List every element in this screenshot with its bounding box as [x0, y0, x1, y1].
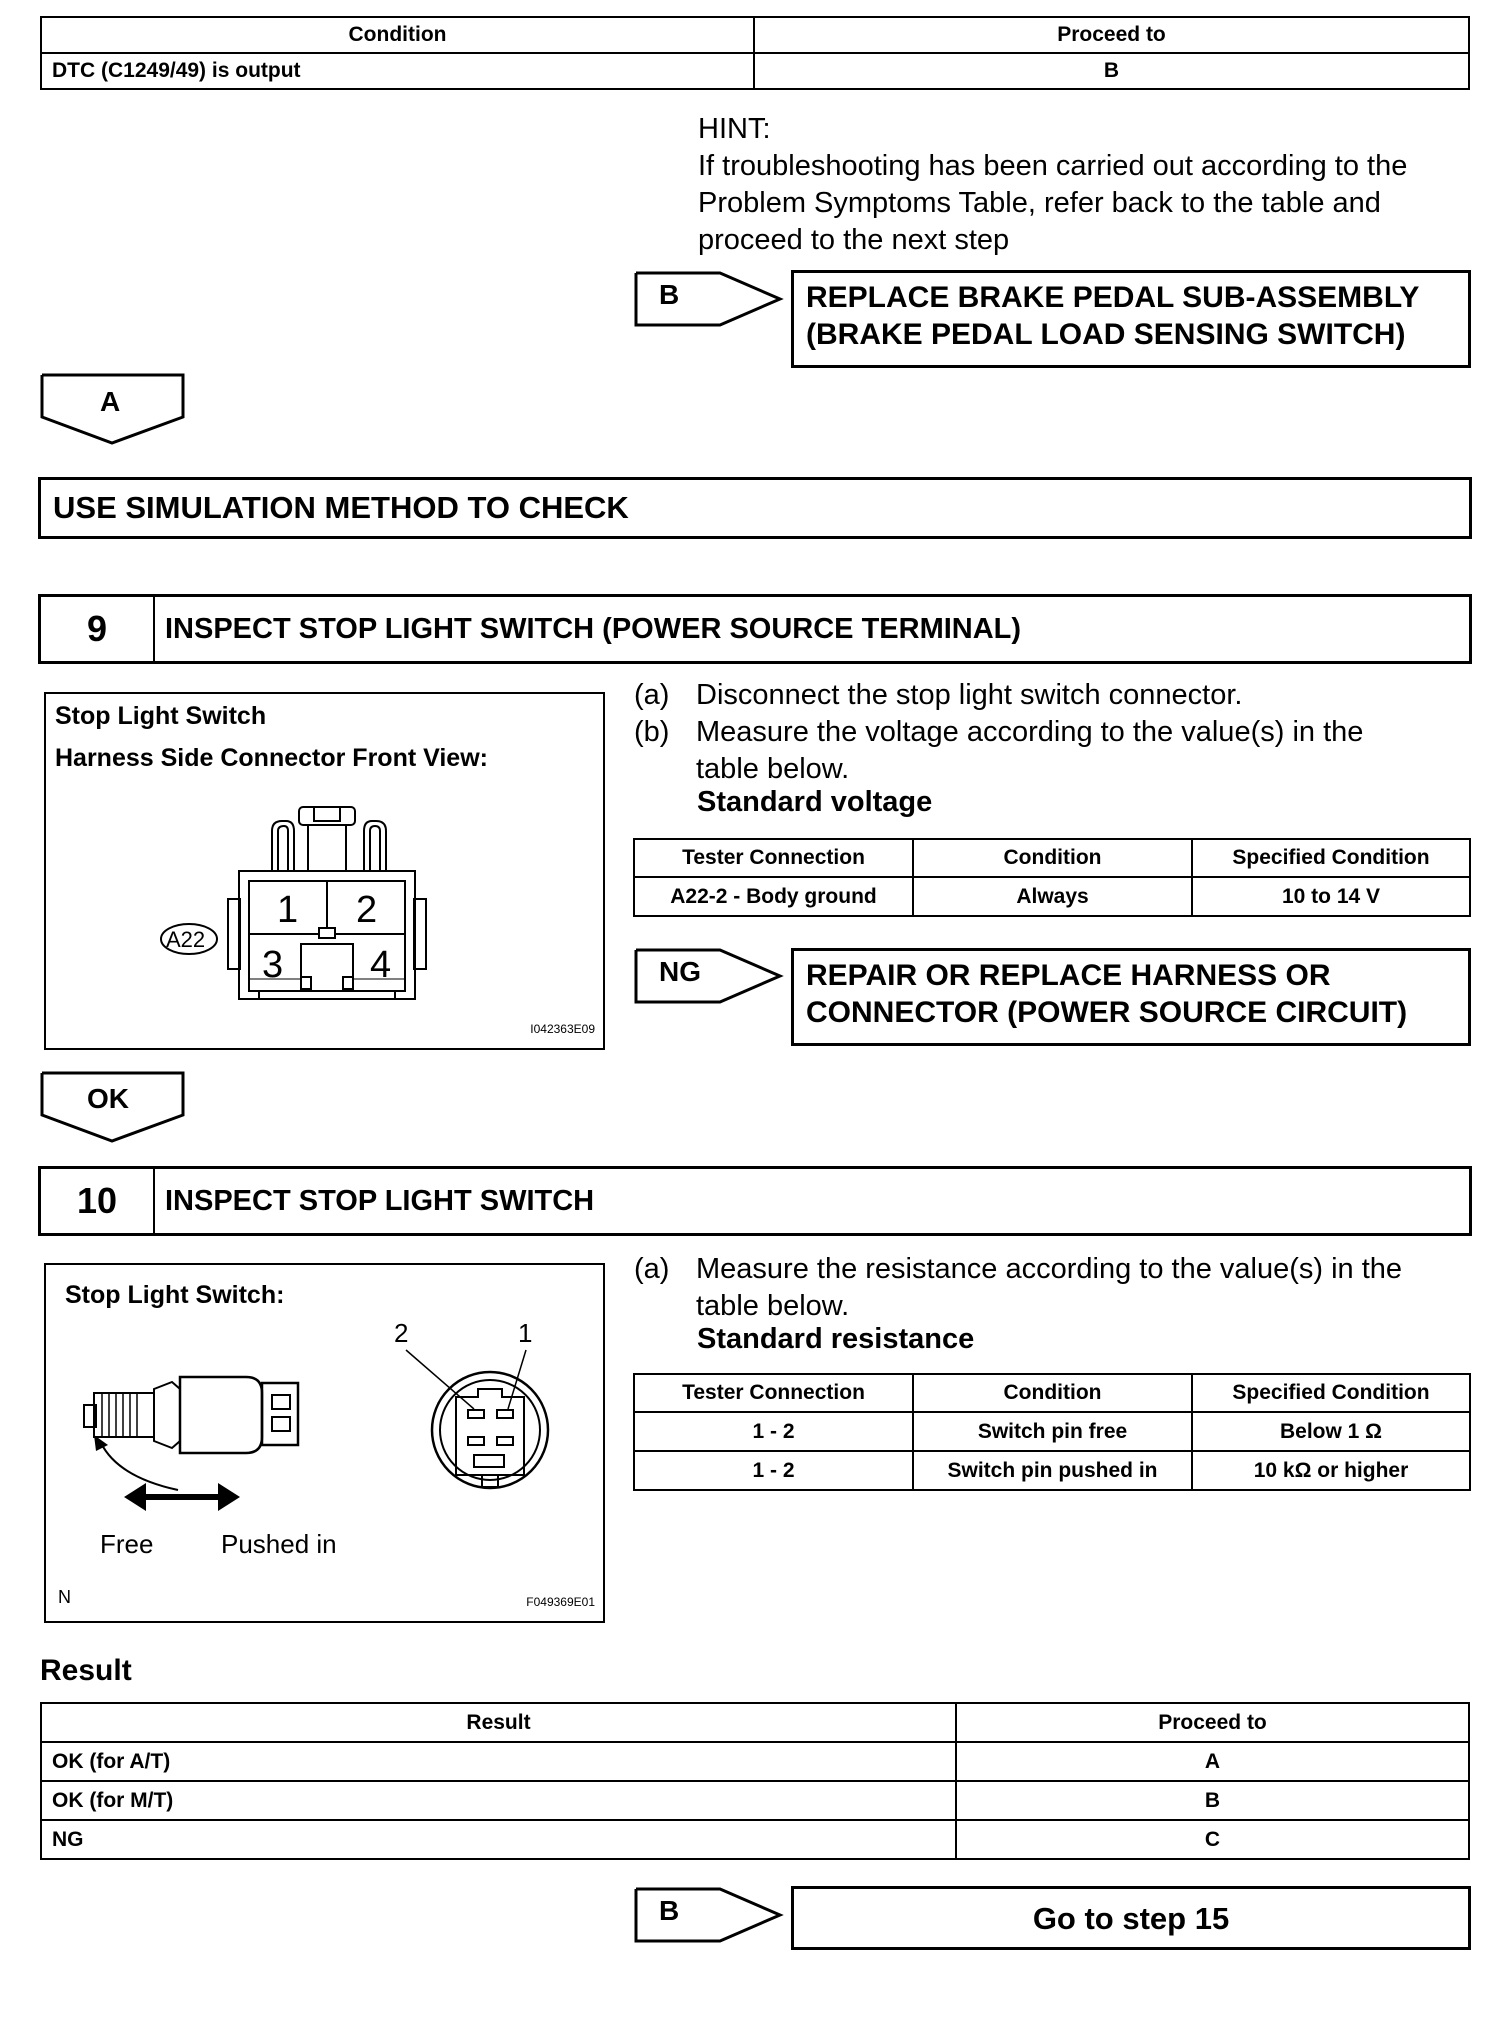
step-title: INSPECT STOP LIGHT SWITCH (POWER SOURCE TERMINAL) [165, 612, 1022, 645]
instruction-text: Measure the resistance according to the value(s) in the table below. [696, 1253, 1403, 1322]
step-number: 9 [41, 597, 155, 661]
table-cell: 10 to 14 V [1192, 877, 1470, 916]
branch-arrow-b2 [634, 1887, 784, 1943]
condition-table [40, 16, 1470, 90]
connector-id: A22 [166, 927, 206, 952]
goto-step-label: Go to step 15 [1032, 1900, 1230, 1936]
goto-step-button[interactable] [791, 1886, 1471, 1950]
action-line: CONNECTOR (POWER SOURCE CIRCUIT) [806, 996, 1408, 1029]
figure-code: I042363E09 [530, 1022, 595, 1036]
instruction-marker: (b) [634, 716, 670, 748]
table-cell: Below 1 Ω [1192, 1412, 1470, 1451]
standard-label: Standard voltage [697, 786, 933, 818]
switch-figure [44, 1263, 605, 1623]
action-line: REPLACE BRAKE PEDAL SUB-ASSEMBLY [806, 281, 1420, 314]
pin-label-3: 3 [262, 944, 284, 986]
table-header: Proceed to [956, 1703, 1469, 1742]
table-header: Condition [913, 839, 1192, 877]
pin-label-1: 1 [518, 1318, 533, 1348]
result-table [40, 1702, 1470, 1860]
figure-title: Stop Light Switch [55, 702, 267, 730]
pin-label-2: 2 [356, 889, 378, 931]
instruction-row [634, 677, 1434, 714]
branch-arrow-ng [634, 948, 784, 1004]
action-line: REPAIR OR REPLACE HARNESS OR [806, 959, 1331, 992]
step9-instructions [634, 677, 1434, 788]
n-label: N [58, 1587, 71, 1607]
pin-label-4: 4 [370, 944, 392, 986]
table-cell: 1 - 2 [634, 1451, 913, 1490]
table-cell: Always [913, 877, 1192, 916]
branch-label-b1: B [659, 279, 680, 310]
instruction-row [634, 714, 1434, 788]
table-header: Result [41, 1703, 956, 1742]
step-title: INSPECT STOP LIGHT SWITCH [165, 1184, 595, 1217]
standard-label: Standard resistance [697, 1323, 975, 1355]
table-cell: Switch pin pushed in [913, 1451, 1192, 1490]
table-cell: DTC (C1249/49) is output [41, 53, 754, 89]
connector-figure [44, 692, 605, 1050]
figure-subtitle: Harness Side Connector Front View: [55, 744, 488, 772]
step9-spec-table [633, 838, 1471, 917]
hint-label: HINT: [698, 113, 771, 145]
table-header: Condition [913, 1374, 1192, 1412]
table-header: Tester Connection [634, 1374, 913, 1412]
simulation-title-box [38, 477, 1472, 539]
step10-instructions [634, 1251, 1454, 1325]
connector-diagram [46, 694, 603, 1048]
hint-text: If troubleshooting has been carried out according to the Problem Symptoms Table, refer back to the table and proceed to the next step [698, 150, 1408, 256]
pushed-label: Pushed in [221, 1529, 337, 1559]
table-header: Specified Condition [1192, 1374, 1470, 1412]
table-header: Specified Condition [1192, 839, 1470, 877]
step9-header [38, 594, 1472, 664]
instruction-text: Disconnect the stop light switch connector. [696, 679, 1243, 711]
table-cell: OK (for M/T) [41, 1781, 956, 1820]
result-heading: Result [40, 1654, 132, 1687]
instruction-marker: (a) [634, 679, 670, 711]
table-header: Tester Connection [634, 839, 913, 877]
instruction-row [634, 1251, 1454, 1325]
table-header: Condition [41, 17, 754, 53]
table-cell: B [754, 53, 1469, 89]
step10-header [38, 1166, 1472, 1236]
table-cell: A22-2 - Body ground [634, 877, 913, 916]
table-cell: A [956, 1742, 1469, 1781]
hint-block [698, 111, 1478, 259]
table-cell: NG [41, 1820, 956, 1859]
table-header: Proceed to [754, 17, 1469, 53]
table-cell: B [956, 1781, 1469, 1820]
step10-spec-table [633, 1373, 1471, 1491]
flow-label-a: A [100, 386, 121, 417]
pin-label-1: 1 [277, 889, 299, 931]
step-number: 10 [41, 1169, 155, 1233]
table-cell: Switch pin free [913, 1412, 1192, 1451]
table-cell: 10 kΩ or higher [1192, 1451, 1470, 1490]
table-cell: C [956, 1820, 1469, 1859]
branch-arrow-b1 [634, 271, 784, 327]
pin-label-2: 2 [394, 1318, 409, 1348]
simulation-title: USE SIMULATION METHOD TO CHECK [53, 490, 629, 525]
figure-code: F049369E01 [526, 1595, 595, 1609]
branch-label-ng: NG [659, 956, 701, 987]
instruction-marker: (a) [634, 1253, 670, 1285]
instruction-text: Measure the voltage according to the value(s) in the table below. [696, 716, 1364, 785]
flow-label-ok: OK [87, 1083, 129, 1114]
action-line: (BRAKE PEDAL LOAD SENSING SWITCH) [806, 318, 1406, 351]
free-label: Free [100, 1529, 154, 1559]
table-cell: OK (for A/T) [41, 1742, 956, 1781]
table-cell: 1 - 2 [634, 1412, 913, 1451]
figure-title: Stop Light Switch: [65, 1281, 285, 1309]
branch-label-b2: B [659, 1895, 680, 1926]
action-box-ng [791, 948, 1471, 1046]
action-box-b1 [791, 270, 1471, 368]
